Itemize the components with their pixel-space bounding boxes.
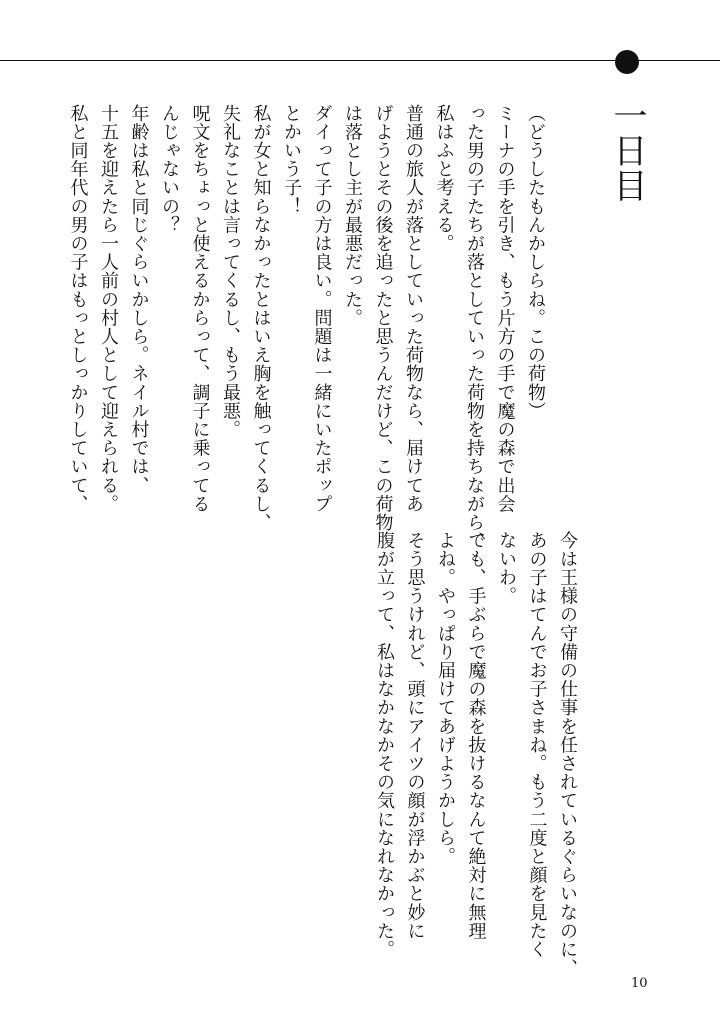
text-line: でも、手ぶらで魔の森を抜けるなんて絶対に無理 [465,531,487,941]
text-line: そう思うけれど、頭にアイツの顔が浮かぶと妙に [404,531,426,941]
text-line: 今は王様の守備の仕事を任されているぐらいなのに、 [557,531,578,978]
text-line: 呪文をちょっと使えるからって、調子に乗ってる [189,104,211,514]
text-line: 年齢は私と同じぐらいかしら。ネイル村では、 [128,104,150,495]
text-line: とかいう子！ [281,104,302,216]
text-line: ミーナの手を引き、もう片方の手で魔の森で出会 [494,104,516,514]
text-line: よね。やっぱり届けてあげようかしら。 [435,531,456,866]
text-line: あの子はてんでお子さまね。もう二度と顔を見たく [526,531,548,959]
header-rule [0,60,720,61]
text-line: ないわ。 [496,531,517,606]
text-line: 腹が立って、私はなかなかその気になれなかった。 [374,531,395,959]
text-line: 普通の旅人が落としていった荷物なら、届けてあ [403,104,424,514]
text-block-top [67,104,550,551]
text-line: んじゃないの？ [159,104,180,235]
text-line: った男の子たちが落としていった荷物を持ちながら、 [464,104,485,551]
page-number: 10 [631,976,648,991]
text-line: 十五を迎えたら一人前の村人として迎えられる。 [98,104,119,514]
text-line: 私と同年代の男の子はもっとしっかりしていて、 [67,104,89,514]
text-line: ダイって子の方は良い。問題は一緒にいたポップ [311,104,333,514]
chapter-title: 一日目 [607,98,647,203]
text-line: は落とし主が最悪だった。 [342,104,363,328]
text-line: 私が女と知らなかったとはいえ胸を触ってくるし、 [250,104,272,532]
chapter-marker-dot [615,50,639,74]
text-line: （どうしたもんかしらね。この荷物） [525,104,546,421]
text-line: げようとその後を追ったと思うんだけど、この荷物 [372,104,394,532]
text-line: 私はふと考える。 [433,104,455,253]
text-block-bottom [366,531,582,978]
text-line: 失礼なことは言ってくるし、もう最悪。 [220,104,241,439]
